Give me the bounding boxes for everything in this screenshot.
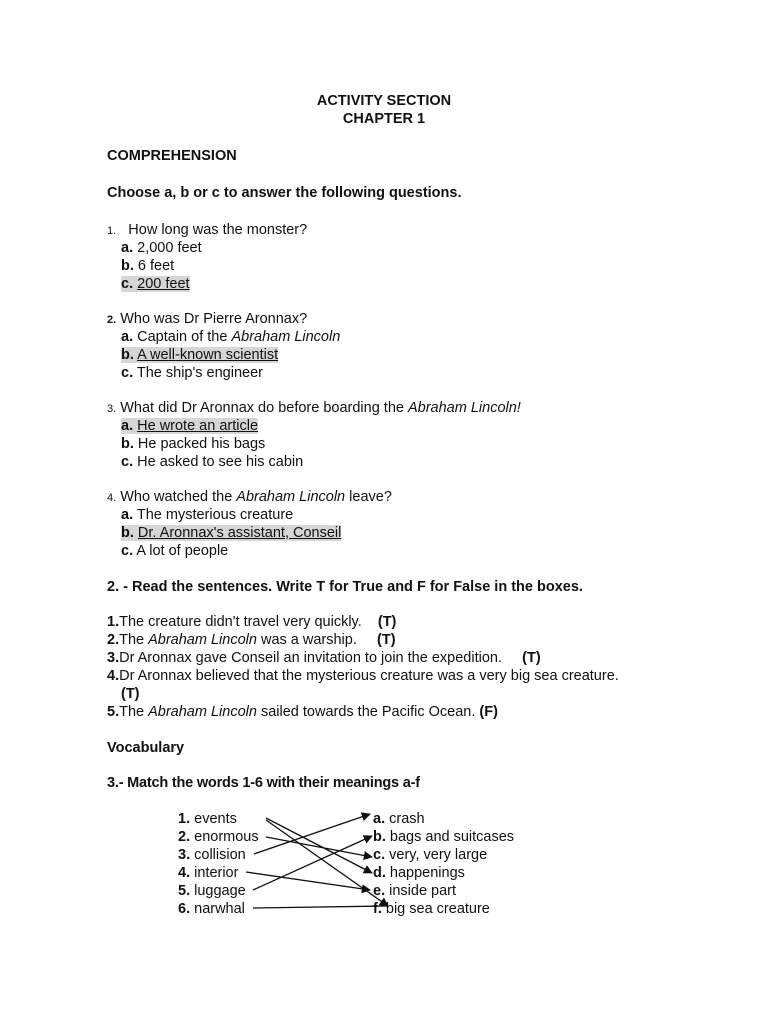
vocabulary-heading: Vocabulary (107, 740, 185, 756)
vocab-meaning-e: e. inside part (373, 883, 457, 899)
truefalse-heading: 2. - Read the sentences. Write T for True and F for False in the boxes. (107, 579, 583, 595)
tf-item-3: 3.Dr Aronnax gave Conseil an invitation to join the expedition. (T) (107, 650, 541, 666)
match-line-2-c (266, 837, 372, 857)
q2-option-a: a. Captain of the Abraham Lincoln (121, 329, 341, 345)
selected-answer: 200 feet (137, 276, 190, 292)
tf-item-4: 4.Dr Aronnax believed that the mysterious creature was a very big sea creature. (107, 668, 619, 684)
vocab-meaning-a: a. crash (373, 811, 425, 827)
q3-option-a: a. He wrote an article (121, 418, 259, 434)
match-line-1-f (266, 820, 388, 906)
tf-item-2: 2.The Abraham Lincoln was a warship. (T) (107, 632, 396, 648)
vocab-word-4: 4. interior (178, 865, 239, 881)
q1-option-c: c. 200 feet (121, 276, 190, 292)
vocabulary-instruction: 3.- Match the words 1-6 with their meanings a-f (107, 775, 420, 791)
match-line-4-e (246, 872, 370, 890)
selected-answer: Dr. Aronnax's assistant, Conseil (137, 525, 342, 541)
vocab-word-6: 6. narwhal (178, 901, 245, 917)
vocab-meaning-b: b. bags and suitcases (373, 829, 515, 845)
selected-answer: A well-known scientist (137, 347, 279, 363)
question-3: 3. What did Dr Aronnax do before boarding the Abraham Lincoln! (107, 400, 521, 416)
chapter-title: CHAPTER 1 (342, 111, 426, 127)
vocab-word-5: 5. luggage (178, 883, 246, 899)
vocab-word-3: 3. collision (178, 847, 246, 863)
question-4: 4. Who watched the Abraham Lincoln leave? (107, 489, 392, 505)
question-1: 1. How long was the monster? (107, 222, 308, 238)
match-line-1-d (266, 818, 372, 873)
vocab-meaning-c: c. very, very large (373, 847, 488, 863)
tf-answer: (T) (522, 650, 541, 666)
q1-option-a: a. 2,000 feet (121, 240, 202, 256)
tf-item-1: 1.The creature didn't travel very quickly. (T) (107, 614, 397, 630)
comprehension-instruction: Choose a, b or c to answer the following questions. (107, 185, 462, 201)
question-2: 2. Who was Dr Pierre Aronnax? (107, 311, 308, 327)
q3-option-c: c. He asked to see his cabin (121, 454, 304, 470)
tf-answer: (F) (479, 704, 498, 720)
tf-answer: (T) (377, 614, 397, 630)
q2-option-b: b. A well-known scientist (121, 347, 279, 363)
q4-option-c: c. A lot of people (121, 543, 229, 559)
vocab-word-1: 1. events (178, 811, 237, 827)
q3-option-b: b. He packed his bags (121, 436, 266, 452)
tf-item-5: 5.The Abraham Lincoln sailed towards the Pacific Ocean. (F) (107, 704, 498, 720)
comprehension-heading: COMPREHENSION (107, 148, 237, 164)
match-line-3-a (254, 814, 370, 854)
vocab-meaning-d: d. happenings (373, 865, 465, 881)
vocab-meaning-f: f. big sea creature (373, 901, 490, 917)
q4-option-a: a. The mysterious creature (121, 507, 294, 523)
selected-answer: He wrote an article (137, 418, 259, 434)
tf-answer: (T) (377, 632, 396, 648)
tf-answer: (T) (121, 686, 140, 702)
vocab-word-2: 2. enormous (178, 829, 259, 845)
page-title: ACTIVITY SECTION (316, 93, 452, 109)
q1-option-b: b. 6 feet (121, 258, 175, 274)
q4-option-b: b. Dr. Aronnax's assistant, Conseil (121, 525, 342, 541)
q2-option-c: c. The ship's engineer (121, 365, 263, 381)
match-line-6-f (253, 906, 387, 908)
